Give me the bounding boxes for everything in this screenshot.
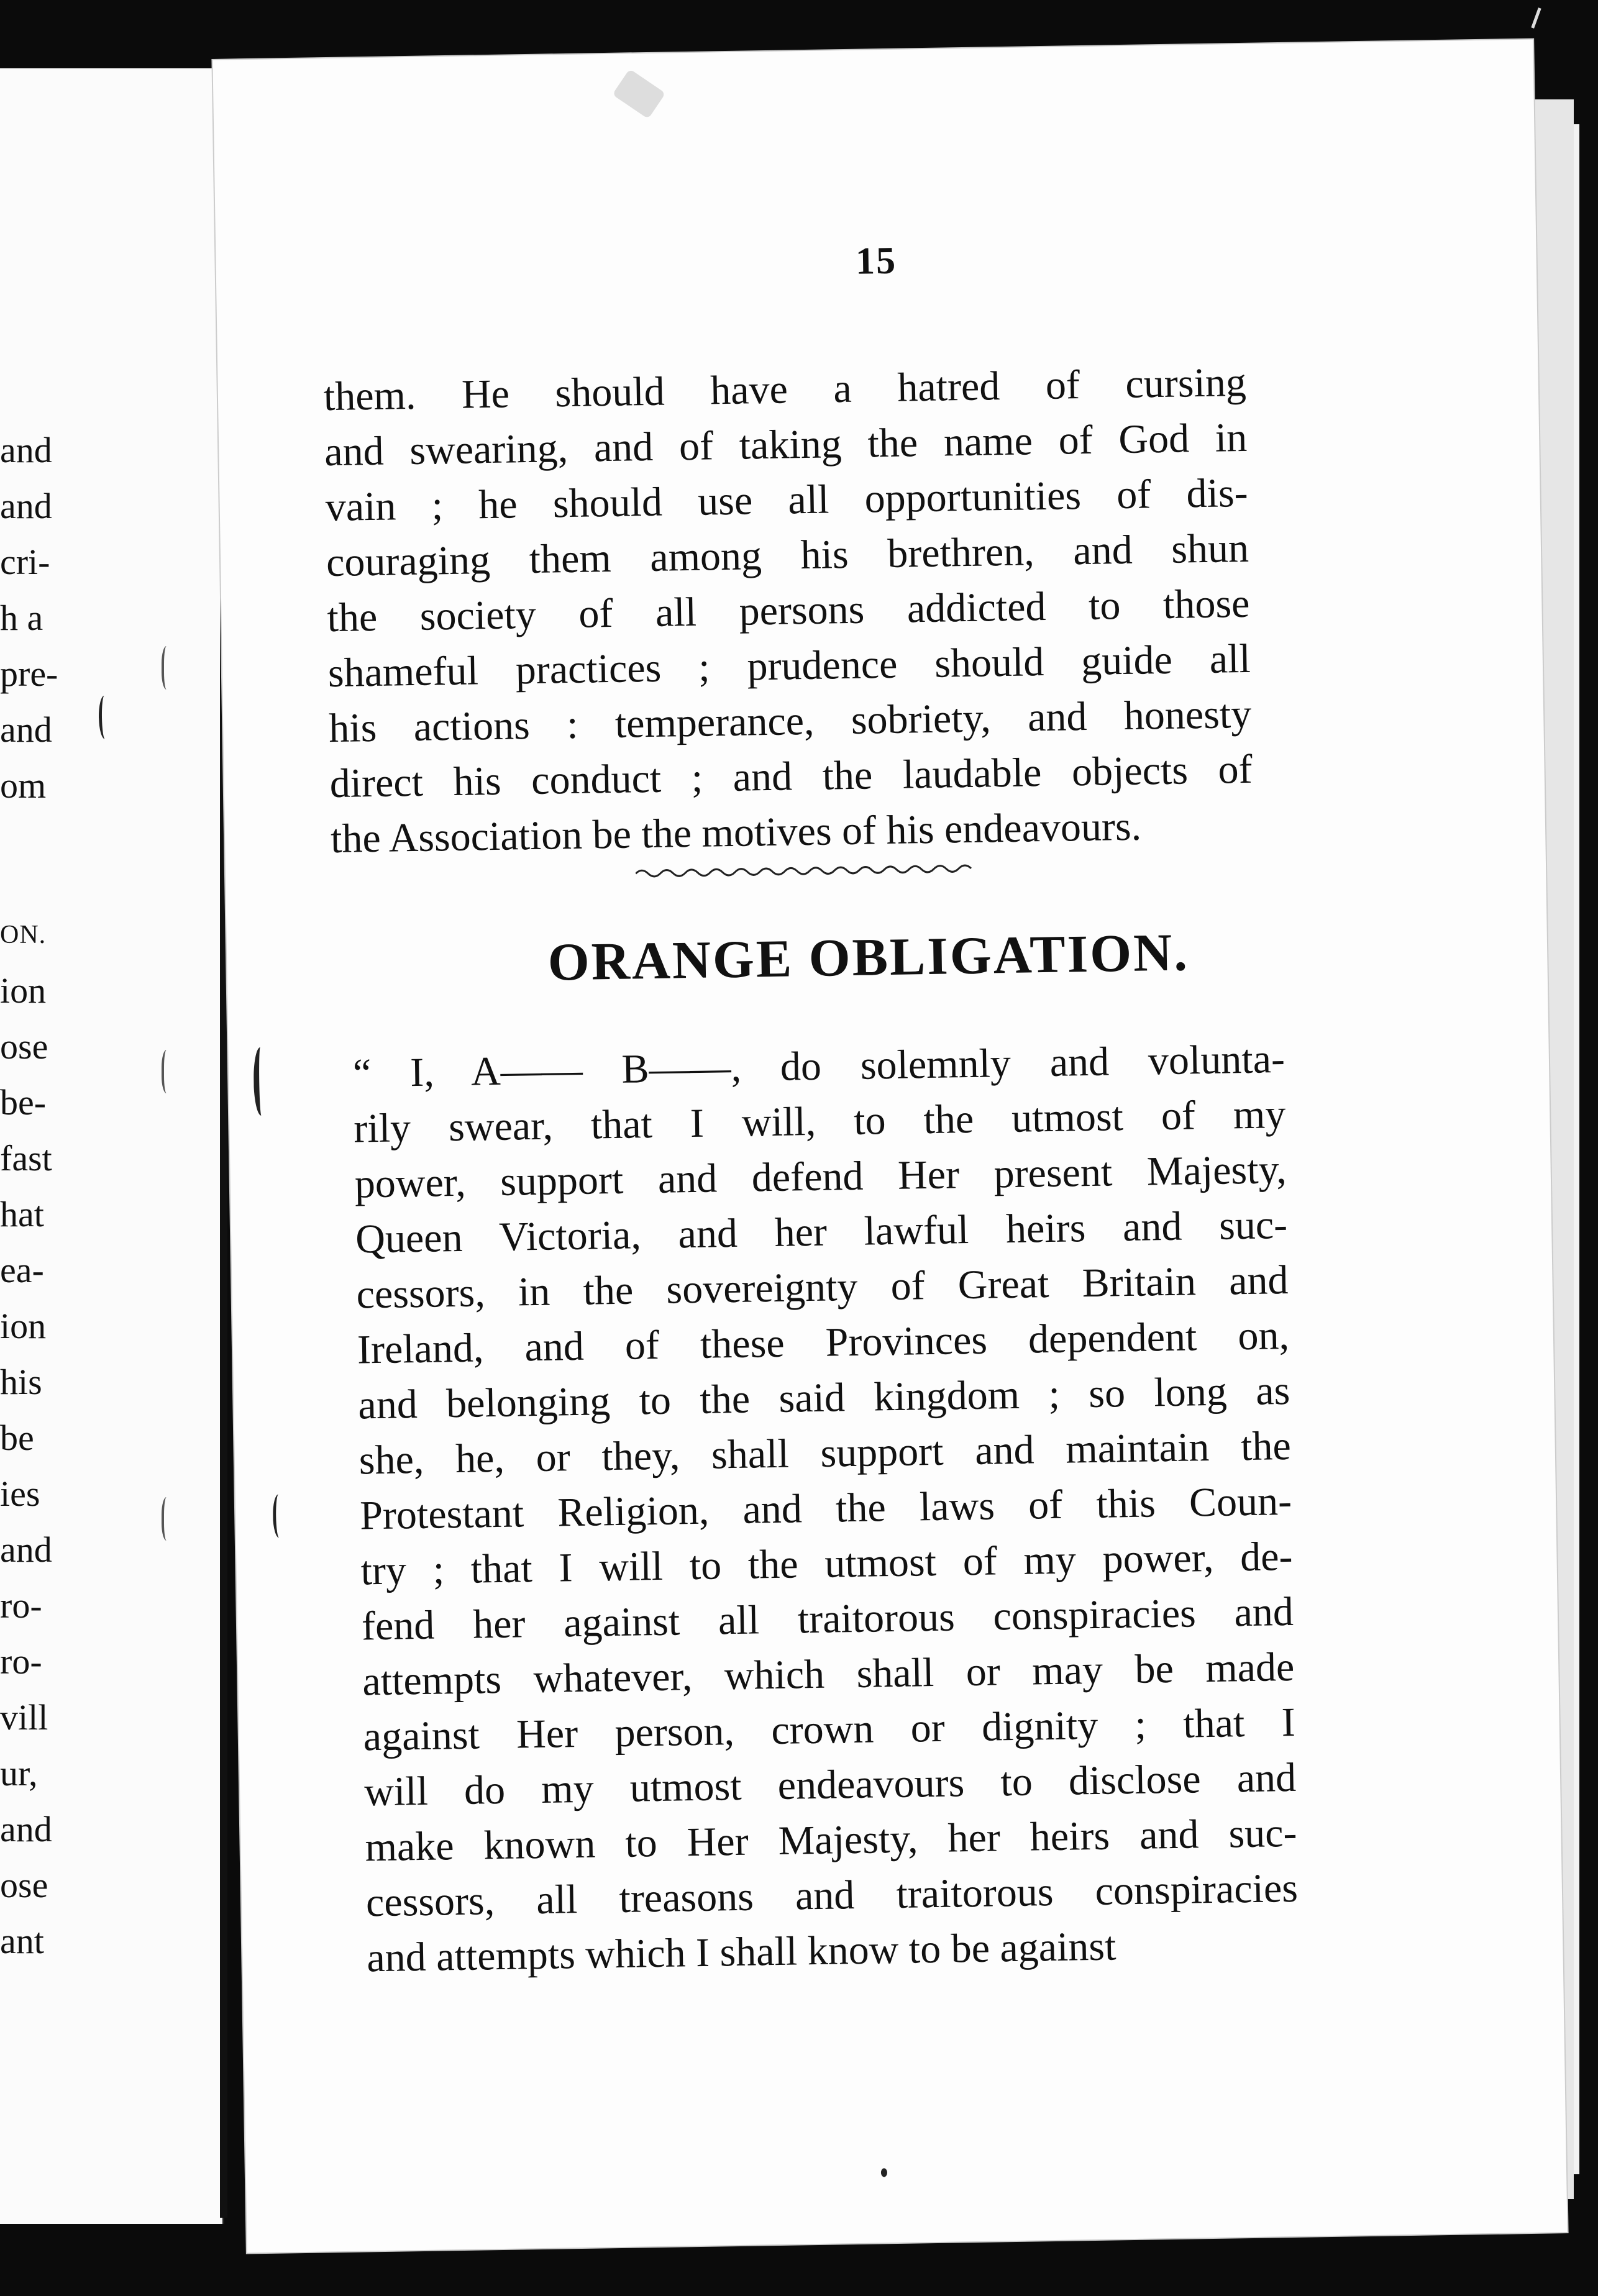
previous-page-line: be	[0, 1418, 34, 1458]
previous-page-line: fast	[0, 1138, 52, 1178]
text-line: his actions : temperance, sobriety, and honesty	[328, 691, 1252, 752]
wavy-rule-ornament	[636, 859, 974, 883]
previous-page-line: and	[0, 709, 52, 750]
previous-page-line: ro-	[0, 1641, 42, 1682]
text-line: couraging them among his brethren, and shun	[326, 525, 1249, 586]
previous-page-line: ies	[0, 1474, 40, 1514]
text-line: will do my utmost endeavours to disclose and	[363, 1754, 1297, 1815]
text-line: against Her person, crown or dignity ; that I	[363, 1699, 1296, 1760]
previous-page-line: his	[0, 1362, 42, 1402]
paragraph-obligation	[352, 1031, 1299, 1985]
previous-page-line: ion	[0, 970, 47, 1011]
previous-page-line: hat	[0, 1194, 44, 1234]
previous-page-edge	[0, 68, 224, 2224]
text-line: cessors, in the sovereignty of Great Britain and	[356, 1257, 1289, 1318]
previous-page-line: pre-	[0, 654, 58, 694]
text-line: the society of all persons addicted to those	[326, 580, 1250, 641]
previous-page-line: ant	[0, 1921, 44, 1961]
text-line: Queen Victoria, and her lawful heirs and suc-	[355, 1201, 1288, 1262]
binding-thread-mark	[273, 1494, 285, 1538]
text-line: “ I, A—— B——, do solemnly and volunta-	[352, 1036, 1285, 1096]
text-line: Protestant Religion, and the laws of this Coun-	[359, 1478, 1292, 1539]
text-line: and belonging to the said kingdom ; so long as	[357, 1367, 1290, 1428]
previous-page-line: ur,	[0, 1753, 38, 1793]
text-line: the Association be the motives of his endeavours.	[330, 803, 1142, 862]
text-line: shameful practices ; prudence should guide all	[327, 636, 1251, 696]
page-number: 15	[855, 239, 897, 283]
text-line: she, he, or they, shall support and maintain the	[358, 1423, 1292, 1483]
previous-page-line: ose	[0, 1026, 48, 1067]
previous-page-line: and	[0, 1809, 52, 1849]
previous-page-line: vill	[0, 1697, 48, 1738]
previous-page-text	[0, 422, 62, 1969]
previous-page-line: h a	[0, 598, 43, 638]
binding-thread-mark	[162, 646, 174, 690]
book-page	[212, 40, 1567, 2253]
previous-page-line: and	[0, 430, 52, 470]
previous-page-line: be-	[0, 1082, 47, 1123]
previous-page-line: ose	[0, 1865, 48, 1905]
text-line: direct his conduct ; and the laudable objects of	[329, 746, 1253, 807]
text-line: cessors, all treasons and traitorous conspiracies	[365, 1865, 1299, 1926]
text-line: try ; that I will to the utmost of my power, de-	[360, 1533, 1294, 1594]
binding-thread-mark	[162, 1497, 174, 1541]
text-line: make known to Her Majesty, her heirs and suc-	[365, 1810, 1298, 1870]
ink-speck	[881, 2168, 887, 2177]
previous-page-line: ro-	[0, 1585, 42, 1626]
page-tear	[612, 69, 665, 119]
text-line: them. He should have a hatred of cursing	[323, 359, 1247, 420]
previous-page-line: om	[0, 765, 47, 806]
text-line: and attempts which I shall know to be against	[366, 1923, 1116, 1981]
paragraph-conduct	[323, 355, 1253, 867]
previous-page-line: ion	[0, 1306, 47, 1346]
text-line: attempts whatever, which shall or may be made	[362, 1644, 1295, 1705]
binding-thread-mark	[253, 1047, 268, 1116]
previous-page-line: cri-	[0, 542, 50, 582]
text-line: vain ; he should use all opportunities of dis-	[325, 470, 1249, 531]
section-heading: ORANGE OBLIGATION.	[547, 922, 1190, 992]
previous-page-line: ea-	[0, 1250, 44, 1290]
previous-page-line: and	[0, 1529, 52, 1570]
binding-thread-mark	[162, 1050, 174, 1093]
previous-page-line: and	[0, 486, 52, 526]
previous-page-heading-fragment: ON.	[0, 921, 47, 949]
text-line: Ireland, and of these Provinces dependent on,	[357, 1312, 1290, 1373]
text-line: rily swear, that I will, to the utmost of my	[353, 1091, 1286, 1152]
text-line: power, support and defend Her present Majesty,	[354, 1146, 1287, 1207]
text-line: fend her against all traitorous conspiracies and	[361, 1588, 1294, 1649]
text-line: and swearing, and of taking the name of God in	[324, 414, 1248, 475]
